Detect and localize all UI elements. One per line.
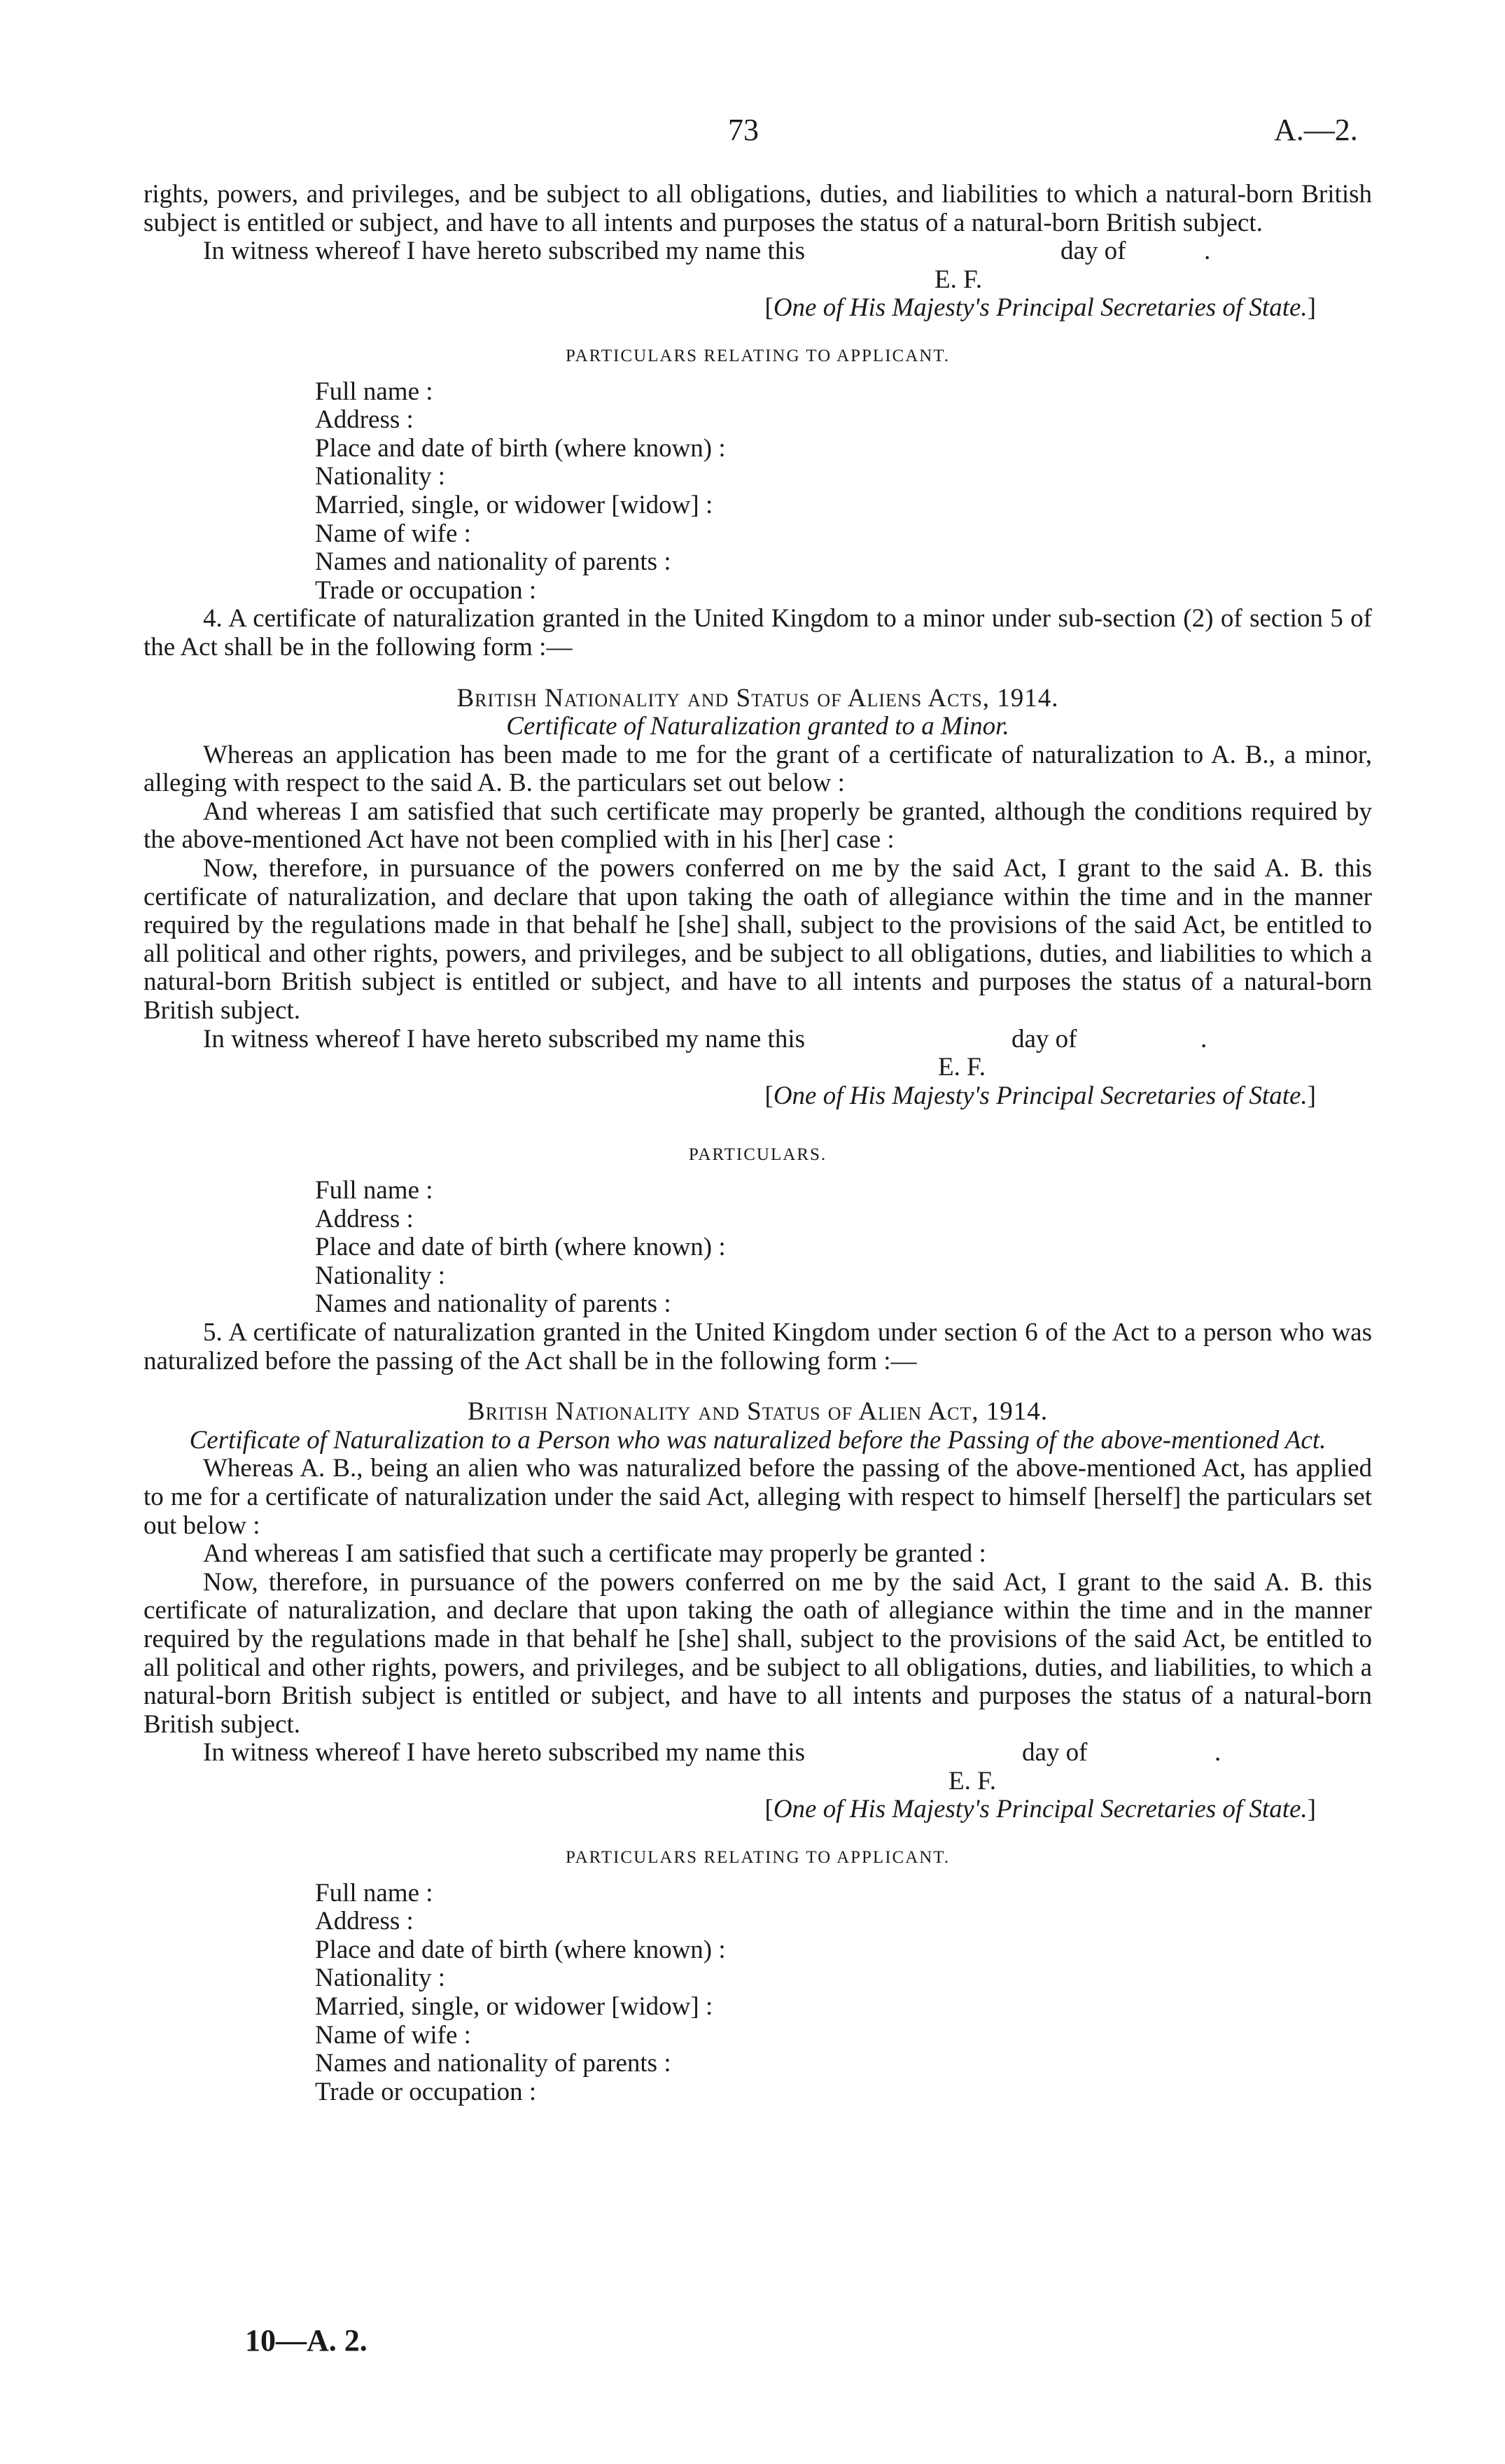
particulars-item: Full name : xyxy=(315,377,433,406)
signatory-initials: E. F. xyxy=(948,1766,996,1795)
signatory-role-text: One of His Majesty's Principal Secretaries of State. xyxy=(773,1081,1308,1110)
particulars-item: Name of wife : xyxy=(315,2020,471,2050)
particulars-item: Trade or occupation : xyxy=(315,575,537,605)
certificate-title: Certificate of Naturalization granted to a Minor. xyxy=(506,712,1009,741)
signatory-line xyxy=(144,1768,1372,1796)
act-title: British Nationality and Status of Aliens Acts, 1914. xyxy=(456,683,1059,713)
particulars-list xyxy=(144,378,1372,606)
particulars-item: Address : xyxy=(315,1204,414,1233)
witness-line xyxy=(144,1026,1372,1054)
witness-text: In witness whereof I have hereto subscribed my name this xyxy=(203,237,805,266)
now-therefore-paragraph: Now, therefore, in pursuance of the powers conferred on me by the said Act, I grant to the said A. B. this certificate of naturalization, and declare that upon taking the oath of allegiance within the time and in the manner required by the regulations made in that behalf he [she] shall, subject to the provisions of the said Act, be entitled to all political and other rights, powers, and privileges, and be subject to all obligations, duties, and liabilities, to which a natural-born British subject is entitled or subject, and have to all intents and purposes the status of a natural-born British subject. xyxy=(144,1567,1372,1739)
signatory-line xyxy=(144,266,1372,295)
and-whereas-paragraph: And whereas I am satisfied that such certificate may properly be granted, although the conditions required by the above-mentioned Act have not been complied with in his [her] case : xyxy=(144,797,1372,855)
signature-mark: 10—A. 2. xyxy=(245,2323,368,2358)
page-header xyxy=(0,112,1505,154)
particulars-item: Place and date of birth (where known) : xyxy=(315,433,726,463)
day-of-text: day of xyxy=(1060,237,1126,266)
particulars-item: Address : xyxy=(315,1907,414,1936)
witness-dot: . xyxy=(1214,1738,1222,1768)
particulars-item: Nationality : xyxy=(315,1963,445,1993)
particulars-list xyxy=(144,1879,1372,2107)
witness-line xyxy=(144,237,1372,266)
signatory-role-text: One of His Majesty's Principal Secretaries of State. xyxy=(773,1795,1308,1824)
signatory-role-text: One of His Majesty's Principal Secretaries of State. xyxy=(773,293,1308,323)
particulars-item: Name of wife : xyxy=(315,519,471,548)
whereas-paragraph: Whereas an application has been made to me for the grant of a certificate of naturalization to A. B., a minor, alleging with respect to the said A. B. the particulars set out below : xyxy=(144,740,1372,798)
day-of-text: day of xyxy=(1011,1024,1077,1054)
and-whereas-paragraph: And whereas I am satisfied that such a certificate may properly be granted : xyxy=(203,1539,986,1569)
witness-dot: . xyxy=(1200,1024,1208,1054)
particulars-item: Married, single, or widower [widow] : xyxy=(315,1992,713,2022)
page-number: 73 xyxy=(728,113,759,147)
particulars-item: Full name : xyxy=(315,1176,433,1205)
signatory-initials: E. F. xyxy=(938,1053,986,1082)
particulars-item: Address : xyxy=(315,405,414,435)
particulars-heading: PARTICULARS RELATING TO APPLICANT. xyxy=(566,346,950,365)
signatory-initials: E. F. xyxy=(934,265,982,294)
certificate-title: Certificate of Naturalization to a Person who was naturalized before the Passing of the above-mentioned Act. xyxy=(189,1425,1326,1455)
particulars-item: Names and nationality of parents : xyxy=(315,2049,671,2078)
particulars-item: Place and date of birth (where known) : xyxy=(315,1935,726,1964)
section-5-intro: 5. A certificate of naturalization granted in the United Kingdom under section 6 of the Act to a person who was naturalized before the passing of the Act shall be in the following form :— xyxy=(144,1317,1372,1376)
witness-text: In witness whereof I have hereto subscribed my name this xyxy=(203,1024,805,1054)
signatory-role: [One of His Majesty's Principal Secretaries of State.] xyxy=(764,293,1316,323)
document-reference: A.—2. xyxy=(1274,113,1358,147)
particulars-item: Nationality : xyxy=(315,462,445,491)
particulars-item: Nationality : xyxy=(315,1261,445,1290)
particulars-heading: PARTICULARS RELATING TO APPLICANT. xyxy=(566,1848,950,1868)
day-of-text: day of xyxy=(1022,1738,1088,1768)
signatory-line xyxy=(144,1054,1372,1082)
particulars-item: Trade or occupation : xyxy=(315,2077,537,2106)
particulars-item: Place and date of birth (where known) : xyxy=(315,1233,726,1262)
document-body xyxy=(144,181,1372,2106)
section-4-intro: 4. A certificate of naturalization granted in the United Kingdom to a minor under sub-section (2) of section 5 of the Act shall be in the following form :— xyxy=(144,604,1372,662)
whereas-paragraph: Whereas A. B., being an alien who was naturalized before the passing of the above-mentioned Act, has applied to me for a certificate of naturalization under the said Act, alleging with respect to himself [herself] the particulars set out below : xyxy=(144,1454,1372,1540)
witness-dot: . xyxy=(1204,237,1211,266)
witness-line xyxy=(144,1739,1372,1768)
act-title: British Nationality and Status of Alien Act, 1914. xyxy=(467,1397,1049,1427)
particulars-item: Names and nationality of parents : xyxy=(315,547,671,577)
particulars-item: Married, single, or widower [widow] : xyxy=(315,490,713,519)
witness-text: In witness whereof I have hereto subscribed my name this xyxy=(203,1738,805,1768)
now-therefore-paragraph: Now, therefore, in pursuance of the powers conferred on me by the said Act, I grant to the said A. B. this certificate of naturalization, and declare that upon taking the oath of allegiance within the time and in the manner required by the regulations made in that behalf he [she] shall, subject to the provisions of the said Act, be entitled to all political and other rights, powers, and privileges, and be subject to all obligations, duties, and liabilities to which a natural-born British subject is entitled or subject, and have to all intents and purposes the status of a natural-born British subject. xyxy=(144,854,1372,1026)
signatory-role: [One of His Majesty's Principal Secretaries of State.] xyxy=(764,1081,1316,1110)
continuation-paragraph: rights, powers, and privileges, and be subject to all obligations, duties, and liabilities to which a natural-born British subject is entitled or subject, and have to all intents and purposes the status of a natural-born British subject. xyxy=(144,180,1372,237)
particulars-list xyxy=(144,1177,1372,1319)
particulars-item: Names and nationality of parents : xyxy=(315,1289,671,1319)
particulars-heading: PARTICULARS. xyxy=(688,1145,827,1165)
particulars-item: Full name : xyxy=(315,1878,433,1907)
signatory-role: [One of His Majesty's Principal Secretaries of State.] xyxy=(764,1795,1316,1824)
